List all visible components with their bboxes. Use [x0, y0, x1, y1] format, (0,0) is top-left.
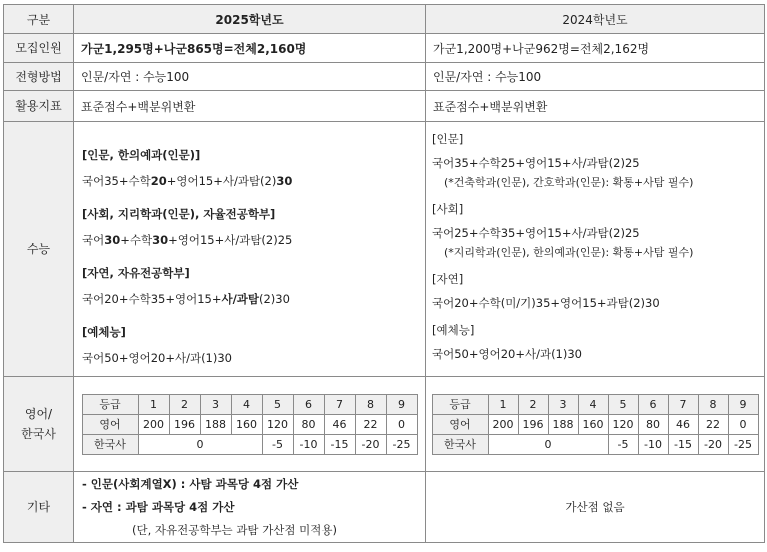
english-score: 200	[138, 414, 169, 434]
english-history-label-line1: 영어/	[24, 407, 53, 421]
etc-2025	[74, 472, 426, 543]
english-history-label	[4, 377, 74, 472]
english-score: 196	[518, 414, 548, 434]
grade-num: 3	[200, 394, 231, 414]
history-score: -15	[324, 434, 355, 454]
english-label: 영어	[432, 414, 488, 434]
etc-2024: 가산점 없음	[426, 472, 765, 543]
etc-row	[4, 472, 765, 543]
grade-num: 6	[293, 394, 324, 414]
comparison-table-wrapper	[3, 4, 764, 543]
english-score: 188	[548, 414, 578, 434]
header-row	[4, 5, 765, 34]
suneung-2024-title: [자연]	[432, 271, 464, 286]
english-score: 0	[386, 414, 417, 434]
history-label: 한국사	[432, 434, 488, 454]
grade-num: 1	[138, 394, 169, 414]
grade-table-2025	[82, 394, 418, 455]
suneung-2024-note: (*지리학과(인문), 한의예과(인문): 확통+사탐 필수)	[444, 245, 694, 259]
english-score: 200	[488, 414, 518, 434]
suneung-2025	[74, 122, 426, 377]
grade-num: 8	[355, 394, 386, 414]
grade-num: 4	[578, 394, 608, 414]
english-score: 196	[169, 414, 200, 434]
english-score: 22	[355, 414, 386, 434]
grade-num: 5	[608, 394, 638, 414]
history-score: -5	[262, 434, 293, 454]
grade-num: 5	[262, 394, 293, 414]
etc-2025-line: - 인문(사회계열X) : 사탐 과목당 4점 가산	[82, 476, 299, 491]
recruit-row	[4, 34, 765, 63]
english-score-row	[82, 414, 417, 434]
method-row	[4, 63, 765, 91]
grade-header-row	[432, 394, 758, 414]
english-score: 0	[728, 414, 758, 434]
english-history-row	[4, 377, 765, 472]
method-2025: 인문/자연 : 수능100	[74, 63, 426, 91]
suneung-2024-block	[432, 270, 764, 313]
etc-2025-line: - 자연 : 과탐 과목당 4점 가산	[82, 499, 235, 514]
english-score: 46	[668, 414, 698, 434]
history-score: -25	[386, 434, 417, 454]
suneung-2025-block	[82, 263, 425, 309]
suneung-2025-block	[82, 204, 425, 250]
grade-num: 8	[698, 394, 728, 414]
suneung-2025-formula: 국어30+수학30+영어15+사/과탐(2)25	[82, 232, 293, 247]
grade-num: 9	[386, 394, 417, 414]
english-score-row	[432, 414, 758, 434]
suneung-2025-title: [사회, 지리학과(인문), 자율전공학부]	[82, 206, 276, 221]
suneung-2025-block	[82, 322, 425, 368]
recruit-label: 모집인원	[4, 34, 74, 63]
suneung-2025-formula: 국어20+수학35+영어15+사/과탐(2)30	[82, 291, 290, 306]
history-score: -15	[668, 434, 698, 454]
english-score: 80	[293, 414, 324, 434]
index-2025: 표준점수+백분위변환	[74, 91, 426, 122]
english-score: 80	[638, 414, 668, 434]
history-score: -20	[355, 434, 386, 454]
recruit-2025: 가군1,295명+나군865명=전체2,160명	[74, 34, 426, 63]
suneung-2024-title: [예체능]	[432, 322, 475, 337]
grade-num: 7	[324, 394, 355, 414]
grade-header-row	[82, 394, 417, 414]
etc-label: 기타	[4, 472, 74, 543]
history-score-row	[432, 434, 758, 454]
header-category: 구분	[4, 5, 74, 34]
history-score-row	[82, 434, 417, 454]
suneung-2024-formula: 국어35+수학25+영어15+사/과탐(2)25	[432, 155, 640, 170]
grade-table-2025-cell	[74, 377, 426, 472]
suneung-2024	[426, 122, 765, 377]
suneung-2024-formula: 국어20+수학(미/기)35+영어15+과탐(2)30	[432, 295, 660, 310]
history-score: -10	[638, 434, 668, 454]
history-score: -5	[608, 434, 638, 454]
suneung-2024-formula: 국어25+수학35+영어15+사/과탐(2)25	[432, 225, 640, 240]
english-history-label-line2: 한국사	[21, 427, 56, 441]
suneung-label: 수능	[4, 122, 74, 377]
grade-num: 9	[728, 394, 758, 414]
header-2025: 2025학년도	[74, 5, 426, 34]
suneung-2025-formula: 국어35+수학20+영어15+사/과탐(2)30	[82, 173, 293, 188]
suneung-2025-title: [예체능]	[82, 324, 126, 339]
history-score: -20	[698, 434, 728, 454]
recruit-2024: 가군1,200명+나군962명=전체2,162명	[426, 34, 765, 63]
suneung-2024-block	[432, 130, 764, 192]
history-label: 한국사	[82, 434, 138, 454]
history-score: -10	[293, 434, 324, 454]
suneung-2024-block	[432, 200, 764, 262]
admission-comparison-table	[3, 4, 765, 543]
english-score: 120	[262, 414, 293, 434]
suneung-2024-title: [인문]	[432, 131, 464, 146]
suneung-2025-formula: 국어50+영어20+사/과(1)30	[82, 350, 232, 365]
grade-table-2024	[432, 394, 759, 455]
method-label: 전형방법	[4, 63, 74, 91]
english-score: 120	[608, 414, 638, 434]
english-score: 188	[200, 414, 231, 434]
suneung-2024-title: [사회]	[432, 201, 464, 216]
english-score: 22	[698, 414, 728, 434]
english-score: 46	[324, 414, 355, 434]
suneung-2025-title: [자연, 자유전공학부]	[82, 265, 190, 280]
grade-num: 2	[518, 394, 548, 414]
english-label: 영어	[82, 414, 138, 434]
history-score: -25	[728, 434, 758, 454]
history-score-zero: 0	[138, 434, 262, 454]
history-score-zero: 0	[488, 434, 608, 454]
index-row	[4, 91, 765, 122]
suneung-2025-title: [인문, 한의예과(인문)]	[82, 147, 201, 162]
grade-num: 4	[231, 394, 262, 414]
suneung-2024-block	[432, 321, 764, 364]
suneung-2024-note: (*건축학과(인문), 간호학과(인문): 확통+사탐 필수)	[444, 175, 694, 189]
suneung-row	[4, 122, 765, 377]
suneung-2025-block	[82, 145, 425, 191]
grade-num: 2	[169, 394, 200, 414]
index-2024: 표준점수+백분위변환	[426, 91, 765, 122]
grade-label: 등급	[432, 394, 488, 414]
grade-label: 등급	[82, 394, 138, 414]
english-score: 160	[578, 414, 608, 434]
grade-table-2024-cell	[426, 377, 765, 472]
index-label: 활용지표	[4, 91, 74, 122]
suneung-2024-formula: 국어50+영어20+사/과(1)30	[432, 346, 582, 361]
header-2024: 2024학년도	[426, 5, 765, 34]
grade-num: 7	[668, 394, 698, 414]
grade-num: 1	[488, 394, 518, 414]
method-2024: 인문/자연 : 수능100	[426, 63, 765, 91]
english-score: 160	[231, 414, 262, 434]
grade-num: 3	[548, 394, 578, 414]
etc-2025-subnote: (단, 자유전공학부는 과탐 가산점 미적용)	[132, 522, 337, 537]
grade-num: 6	[638, 394, 668, 414]
